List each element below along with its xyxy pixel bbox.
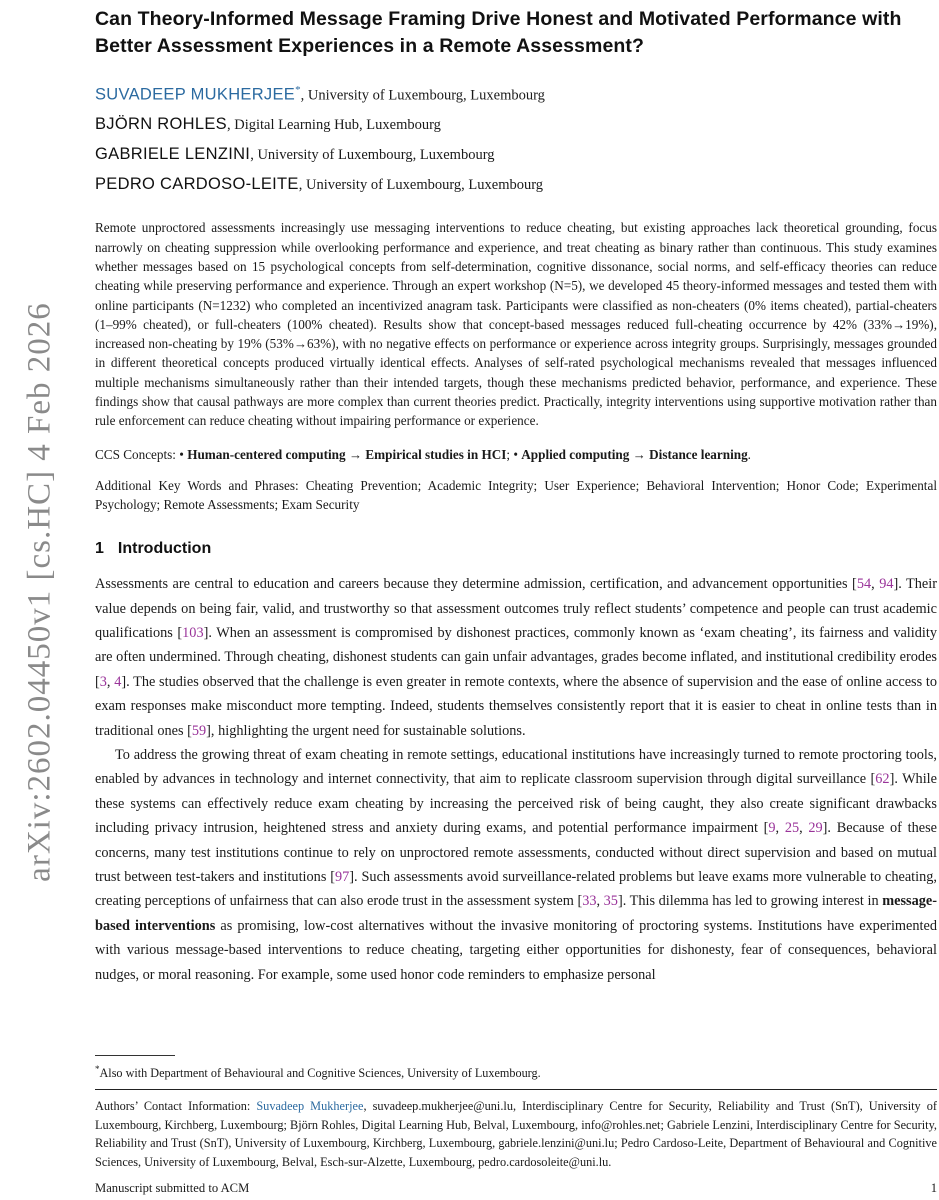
author-affiliation: , University of Luxembourg, Luxembourg [300, 87, 545, 104]
section-title: Introduction [117, 540, 212, 558]
citation-link[interactable]: 97 [335, 869, 350, 886]
text-run: To address the growing threat of exam cheating in remote settings, educational institutions have increasingly turned to remote proctoring tools, enabled by advances in technology and internet connectivity, that aim to replicate classroom supervision through digital surveillance [ [95, 747, 937, 788]
text-run: ]. Because of these concerns, many test institutions continue to rely on unproctored remote assessments, conducted without direct supervision and based on mutual trust between test-takers and institutions [ [95, 820, 937, 886]
ccs-concepts [95, 445, 937, 464]
footnote-rule [95, 1055, 175, 1056]
text-run: Assessments are central to education and careers because they determine admission, certification, and advancement opportunities [ [95, 576, 857, 593]
citation-link[interactable]: 62 [875, 771, 890, 788]
text-run: ]. Such assessments avoid surveillance-related problems but leave exams more vulnerable to cheating, creating perceptions of unfairness that can also erode trust in the assessment system [ [95, 869, 937, 910]
author-name: BJÖRN ROHLES [95, 115, 227, 134]
section-heading-introduction [95, 540, 937, 558]
citation-link[interactable]: 35 [603, 893, 618, 910]
contact-author-link[interactable]: Suvadeep Mukherjee [256, 1098, 364, 1113]
text-run: ]. This dilemma has led to growing interest in [617, 893, 883, 910]
author-name: GABRIELE LENZINI [95, 145, 251, 164]
text-run: ]. When an assessment is compromised by dishonest practices, commonly known as ‘exam cheating’, its fairness and validity are often undermined. Through cheating, dishonest students can gain unfair advantages, grades become inflated, and institutional credibility erodes [ [95, 625, 937, 690]
abstract-text: Remote unproctored assessments increasingly use messaging interventions to reduce cheating, but existing approaches lack theoretical grounding, focus narrowly on cheating suppression while overlooking performance and experience, and treat cheating as binary rather than continuous. This study examines whether messages based on 15 psychological concepts from self-determination, cognitive dissonance, social norms, and self-efficacy theories can reduce cheating while preserving performance and experience. Through an expert workshop (N=5), we developed 45 theory-informed messages and tested them with online participants (N=1232) who completed an incentivized anagram task. Participants were classified as non-cheaters (0% items cheated), partial-cheaters (1–99% cheated), or full-cheaters (100% cheated). Results show that concept-based messages reduced full-cheating occurrence by 42% (33%→19%), increased non-cheating by 19% (53%→63%), with no negative effects on performance or experience across integrity groups. Surprisingly, messages grounded in different theoretical concepts produced virtually identical effects. Analyses of self-rated psychological mechanisms revealed that messages influenced multiple mechanisms simultaneously rather than their intended targets, though these mechanisms predicted behavior, performance, and experience. These findings show that causal pathways are more complex than current theories predict. Practically, integrity interventions using supportive motivation rather than rule enforcement can reduce cheating without impairing performance or experience. [95, 220, 937, 429]
keywords-text: Additional Key Words and Phrases: Cheating Prevention; Academic Integrity; User Experience; Behavioral Intervention; Honor Code; Experimental Psychology; Remote Assessments; Exam Security [95, 477, 937, 512]
text-run: , [799, 820, 809, 837]
page-number: 1 [930, 1181, 937, 1195]
text-run: ]. The studies observed that the challenge is even greater in remote contexts, where the absence of supervision and the ease of online access to exam responses make misconduct more tempting. Indeed, students themselves consistently report that it is easier to cheat in online tests than in traditional ones [ [95, 673, 937, 739]
intro-paragraph-2 [95, 743, 937, 987]
section-number: 1 [95, 540, 104, 558]
citation-link[interactable]: 3 [99, 673, 107, 690]
citation-link[interactable]: 94 [879, 576, 894, 593]
bold-text: Human-centered computing → Empirical studies in HCI [187, 446, 507, 462]
bold-text: message-based interventions [95, 893, 937, 934]
citation-link[interactable]: 103 [182, 625, 204, 641]
text-run: , [871, 576, 880, 593]
text-run: , [106, 673, 115, 690]
paper-title: Can Theory-Informed Message Framing Drive Honest and Motivated Performance with Better Assessment Experiences in a Remote Assessment? [95, 8, 902, 57]
author-name-link[interactable]: SUVADEEP MUKHERJEE [95, 85, 296, 104]
citation-link[interactable]: 4 [114, 673, 122, 690]
text-run: ], highlighting the urgent need for sustainable solutions. [206, 722, 526, 739]
footnote-marker: * [95, 1063, 100, 1074]
paper-content [95, 6, 937, 987]
page-footer-block [95, 1051, 937, 1196]
footer-row [95, 1181, 937, 1196]
manuscript-note: Manuscript submitted to ACM [95, 1181, 250, 1195]
arxiv-watermark: arXiv:2602.04450v1 [cs.HC] 4 Feb 2026 [21, 302, 58, 882]
text-run: ]. Their value depends on being fair, valid, and trustworthy so that assessment outcomes truly reflect students’ competence and people can trust academic qualifications [ [95, 576, 937, 641]
text-run: ]. While these systems can effectively reduce exam cheating by increasing the perceived risk of being caught, they also create significant drawbacks including privacy intrusion, heightened stress and anxiety during exams, and potential performance impairment [ [95, 771, 937, 837]
authors-contact-info [95, 1097, 937, 1172]
author-footnote-marker: * [295, 84, 301, 96]
author-footnote [95, 1061, 937, 1081]
text-run: . [747, 446, 751, 462]
citation-link[interactable]: 59 [191, 722, 207, 739]
citation-link[interactable]: 33 [582, 893, 597, 910]
contact-divider-rule [95, 1089, 937, 1090]
author-line [95, 110, 937, 140]
text-run: , [775, 820, 785, 837]
text-run: as promising, low-cost alternatives without the invasive monitoring of proctoring systems. Institutions have experimented with various message-based interventions to reduce cheating, targeting either opportunities for dishonesty, fear of consequences, behavioral nudges, or moral reasoning. For example, some used honor code reminders to emphasize personal [95, 917, 937, 983]
citation-link[interactable]: 25 [784, 820, 800, 837]
citation-link[interactable]: 54 [856, 576, 872, 593]
author-line [95, 140, 937, 170]
author-list [95, 76, 937, 200]
text-run: ; • [506, 446, 522, 462]
footnote-text: Also with Department of Behavioural and Cognitive Sciences, University of Luxembourg. [99, 1065, 541, 1080]
bold-text: Applied computing → Distance learning [521, 446, 748, 462]
text-run: Authors’ Contact Information: [95, 1098, 257, 1113]
author-affiliation: , Digital Learning Hub, Luxembourg [226, 117, 441, 134]
author-line [95, 170, 937, 200]
author-name: PEDRO CARDOSO-LEITE [95, 175, 299, 194]
intro-paragraph-1 [95, 572, 937, 743]
author-affiliation: , University of Luxembourg, Luxembourg [250, 147, 495, 164]
author-line [95, 76, 937, 110]
citation-link[interactable]: 9 [768, 820, 776, 837]
text-run: CCS Concepts: • [95, 446, 188, 462]
text-run: , [596, 893, 604, 910]
author-affiliation: , University of Luxembourg, Luxembourg [298, 177, 544, 194]
text-run: , suvadeep.mukherjee@uni.lu, Interdisciplinary Centre for Security, Reliability and Trust (SnT), University of Luxembourg, Kirchberg, Luxembourg; Björn Rohles, Digital Learning Hub, Belval, Luxembourg, info@rohles.net; Gabriele Lenzini, Interdisciplinary Centre for Security, Reliability and Trust (SnT), University of Luxembourg, Kirchberg, Luxembourg, gabriele.lenzini@uni.lu; Pedro Cardoso-Leite, Department of Behavioural and Cognitive Sciences, University of Luxembourg, Belval, Esch-sur-Alzette, Luxembourg, pedro.cardosoleite@uni.lu. [95, 1098, 937, 1170]
citation-link[interactable]: 29 [808, 820, 823, 837]
